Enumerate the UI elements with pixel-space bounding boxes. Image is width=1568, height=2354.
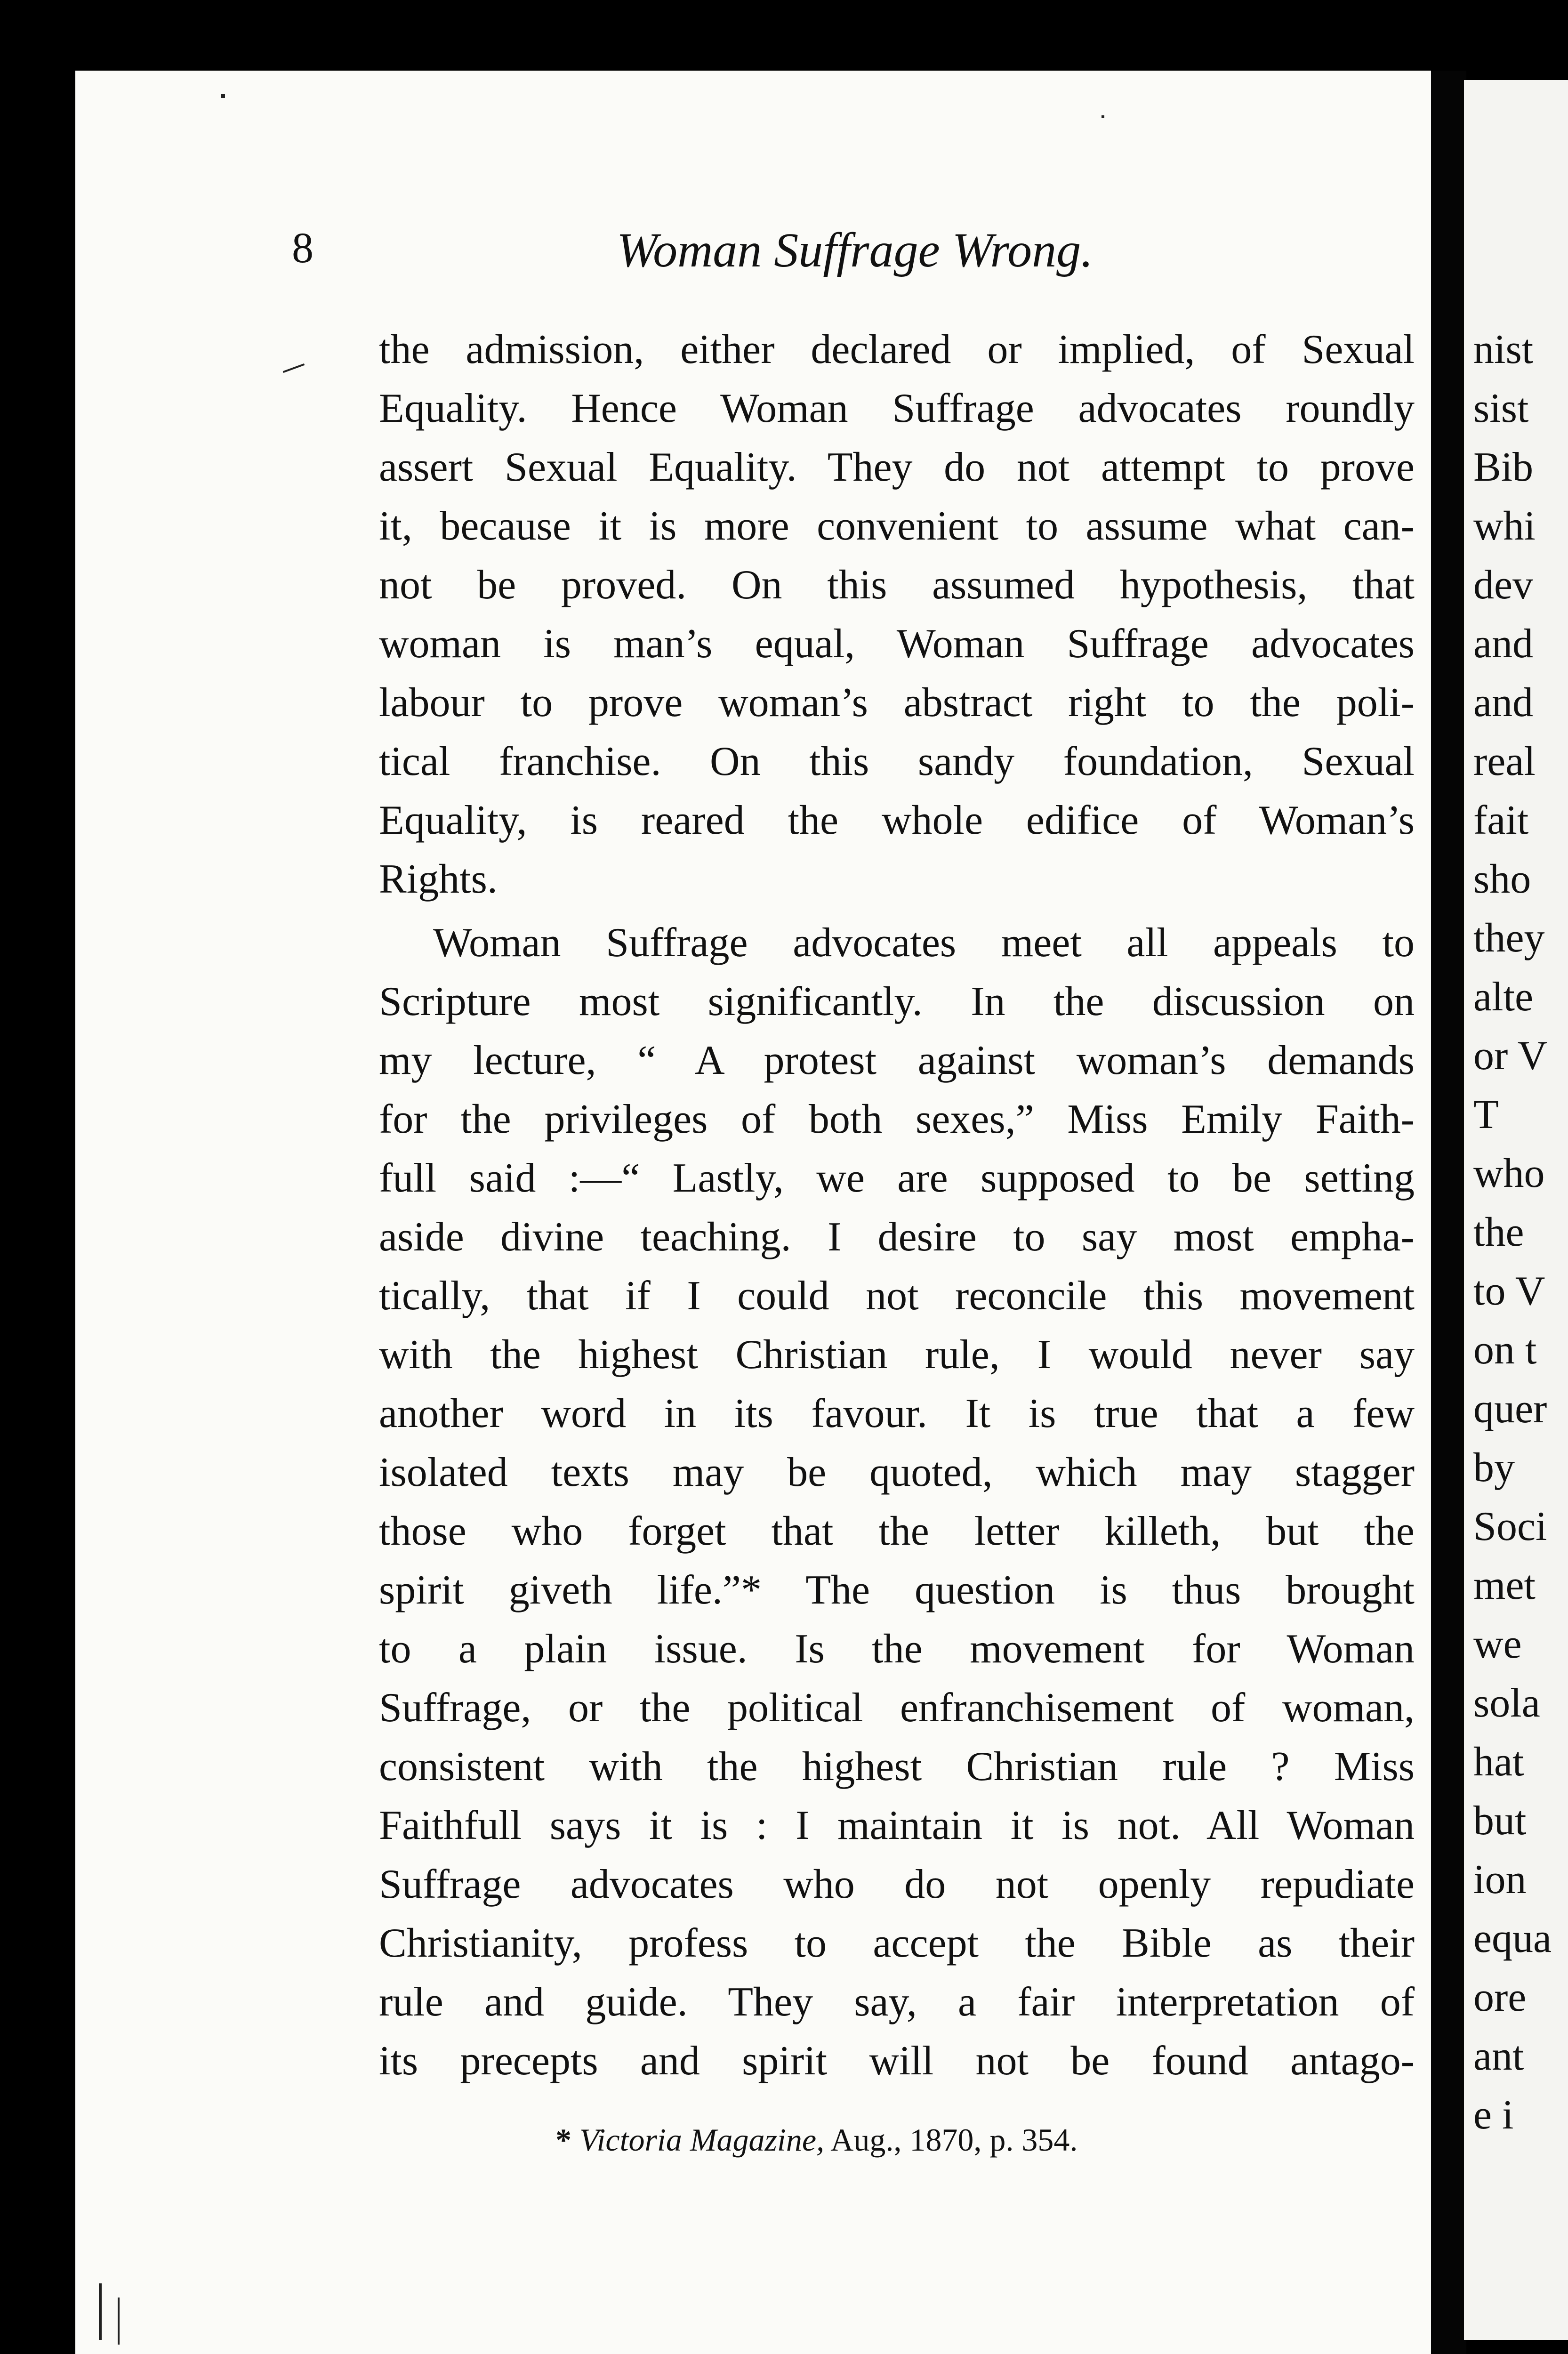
text-line: another word in its favour. It is true that a few: [379, 1391, 1415, 1436]
fragment-line: met: [1473, 1563, 1536, 1608]
text-line: consistent with the highest Christian rule ? Miss: [379, 1744, 1415, 1790]
text-line: Suffrage, or the political enfranchisement of woman,: [379, 1685, 1415, 1731]
text-line: with the highest Christian rule, I would never say: [379, 1332, 1415, 1378]
fragment-line: by: [1473, 1445, 1515, 1491]
text-line: Woman Suffrage advocates meet all appeals to: [433, 920, 1415, 966]
fragment-line: e i: [1473, 2092, 1514, 2138]
facing-page-edge: [1464, 80, 1568, 2340]
fragment-line: hat: [1473, 1739, 1524, 1785]
text-line: aside divine teaching. I desire to say most empha-: [379, 1214, 1415, 1260]
fragment-line: real: [1473, 739, 1536, 784]
text-line: tical franchise. On this sandy foundation, Sexual: [379, 739, 1415, 784]
fragment-line: quer: [1473, 1386, 1547, 1432]
fragment-line: Bib: [1473, 444, 1534, 490]
fragment-line: and: [1473, 680, 1534, 726]
fragment-line: they: [1473, 915, 1545, 961]
fragment-line: sist: [1473, 386, 1529, 431]
fragment-line: sho: [1473, 856, 1531, 902]
fragment-line: who: [1473, 1151, 1545, 1196]
text-line: its precepts and spirit will not be found antago-: [379, 2038, 1415, 2084]
scan-speck: [221, 94, 225, 98]
scan-speck: [118, 2298, 120, 2345]
text-line: Christianity, profess to accept the Bible as their: [379, 1920, 1415, 1966]
fragment-line: but: [1473, 1798, 1527, 1844]
fragment-line: ore: [1473, 1975, 1527, 2020]
text-line: full said :—“ Lastly, we are supposed to be setting: [379, 1155, 1415, 1201]
fragment-line: the: [1473, 1209, 1524, 1255]
footnote-citation: Aug., 1870, p. 354.: [824, 2122, 1078, 2158]
fragment-line: to V: [1473, 1268, 1545, 1314]
scan-speck: [99, 2283, 102, 2340]
text-line: for the privileges of both sexes,” Miss Emily Faith-: [379, 1096, 1415, 1142]
fragment-line: dev: [1473, 562, 1534, 608]
text-line: it, because it is more convenient to assume what can-: [379, 503, 1415, 549]
text-line: Faithfull says it is : I maintain it is not. All Woman: [379, 1803, 1415, 1848]
text-line: woman is man’s equal, Woman Suffrage advocates: [379, 621, 1415, 667]
text-line: Scripture most significantly. In the discussion on: [379, 979, 1415, 1024]
running-header: [292, 223, 1280, 301]
fragment-line: and: [1473, 621, 1534, 667]
text-line: to a plain issue. Is the movement for Woman: [379, 1626, 1415, 1672]
text-line: labour to prove woman’s abstract right to the poli-: [379, 680, 1415, 726]
fragment-line: alte: [1473, 974, 1534, 1020]
text-line: Equality, is reared the whole edifice of Woman’s: [379, 798, 1415, 843]
book-gutter: [1431, 71, 1466, 2354]
text-line: isolated texts may be quoted, which may stagger: [379, 1450, 1415, 1495]
text-line: my lecture, “ A protest against woman’s demands: [379, 1038, 1415, 1083]
page-number: 8: [292, 224, 314, 272]
fragment-line: nist: [1473, 327, 1534, 372]
facing-page-text-fragments: [1473, 320, 1568, 2144]
text-line: Equality. Hence Woman Suffrage advocates roundly: [379, 386, 1415, 431]
paragraph-1: [379, 320, 1415, 909]
body-text: [379, 320, 1415, 2090]
fragment-line: fait: [1473, 798, 1529, 843]
footnote: [555, 2119, 1332, 2161]
fragment-line: ion: [1473, 1857, 1527, 1903]
text-line: rule and guide. They say, a fair interpretation of: [379, 1979, 1415, 2025]
text-line: spirit giveth life.”* The question is thus brought: [379, 1567, 1415, 1613]
fragment-line: T: [1473, 1092, 1499, 1137]
fragment-line: ant: [1473, 2033, 1524, 2079]
text-line: Rights.: [379, 856, 498, 902]
scan-speck: [1102, 115, 1104, 118]
fragment-line: on t: [1473, 1327, 1537, 1373]
fragment-line: sola: [1473, 1680, 1540, 1726]
running-title: Woman Suffrage Wrong.: [617, 223, 1094, 277]
paragraph-2: [379, 913, 1415, 2090]
fragment-line: equa: [1473, 1916, 1552, 1961]
text-line: not be proved. On this assumed hypothesis, that: [379, 562, 1415, 608]
text-line: assert Sexual Equality. They do not attempt to prove: [379, 444, 1415, 490]
text-line: tically, that if I could not reconcile this movement: [379, 1273, 1415, 1319]
fragment-line: or V: [1473, 1033, 1548, 1079]
fragment-line: Soci: [1473, 1504, 1547, 1549]
fragment-line: we: [1473, 1621, 1522, 1667]
text-line: the admission, either declared or implied, of Sexual: [379, 327, 1415, 372]
fragment-line: whi: [1473, 503, 1536, 549]
text-line: Suffrage advocates who do not openly repudiate: [379, 1862, 1415, 1907]
footnote-mark: *: [555, 2122, 571, 2158]
footnote-source-title: Victoria Magazine,: [579, 2122, 824, 2158]
text-line: those who forget that the letter killeth, but the: [379, 1508, 1415, 1554]
